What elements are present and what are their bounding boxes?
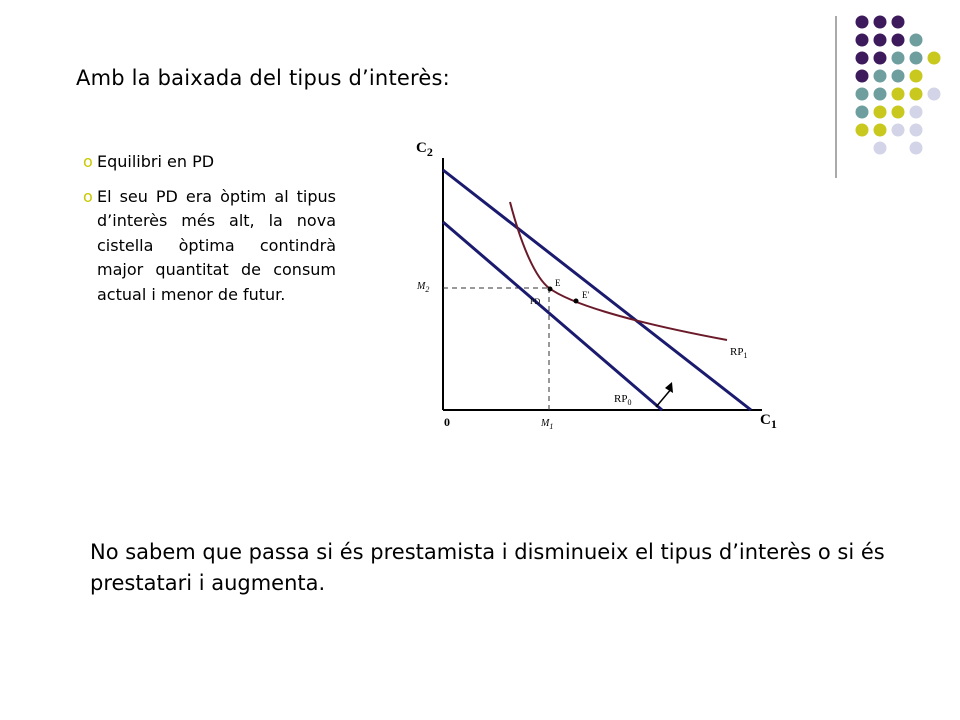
footer-note: No sabem que passa si és prestamista i disminueix el tipus d’interès o si és prestatari i augmenta. bbox=[90, 540, 885, 595]
origin-label: 0 bbox=[444, 415, 450, 429]
rp0-label: $RP_0$ bbox=[614, 393, 632, 407]
m1-label: $M_1$ bbox=[541, 418, 554, 431]
point-e-label: E bbox=[555, 278, 561, 288]
bullet-text: El seu PD era òptim al tipus d’interès més alt, la nova cistella òptima contindrà major quantitat de consum actual i menor de futur. bbox=[97, 186, 336, 304]
point-e-dot bbox=[548, 287, 553, 292]
bullet-marker: o bbox=[83, 186, 93, 206]
indifference-curve bbox=[510, 202, 727, 340]
budget-line-rp1 bbox=[443, 170, 751, 410]
point-pd-label: PD bbox=[530, 297, 541, 306]
bullet-marker: o bbox=[83, 152, 93, 171]
point-e-prime-label: E' bbox=[582, 290, 590, 300]
x-axis-label: $C_1$ bbox=[760, 412, 777, 431]
rp1-label: $RP_1$ bbox=[730, 346, 748, 360]
slide-title: Amb la baixada del tipus d’interès: bbox=[76, 66, 450, 90]
point-e-prime-dot bbox=[574, 299, 579, 304]
y-axis-label: $C_2$ bbox=[416, 140, 433, 159]
bullet-text: Equilibri en PD bbox=[97, 152, 215, 171]
m2-label: $M_2$ bbox=[417, 281, 430, 294]
